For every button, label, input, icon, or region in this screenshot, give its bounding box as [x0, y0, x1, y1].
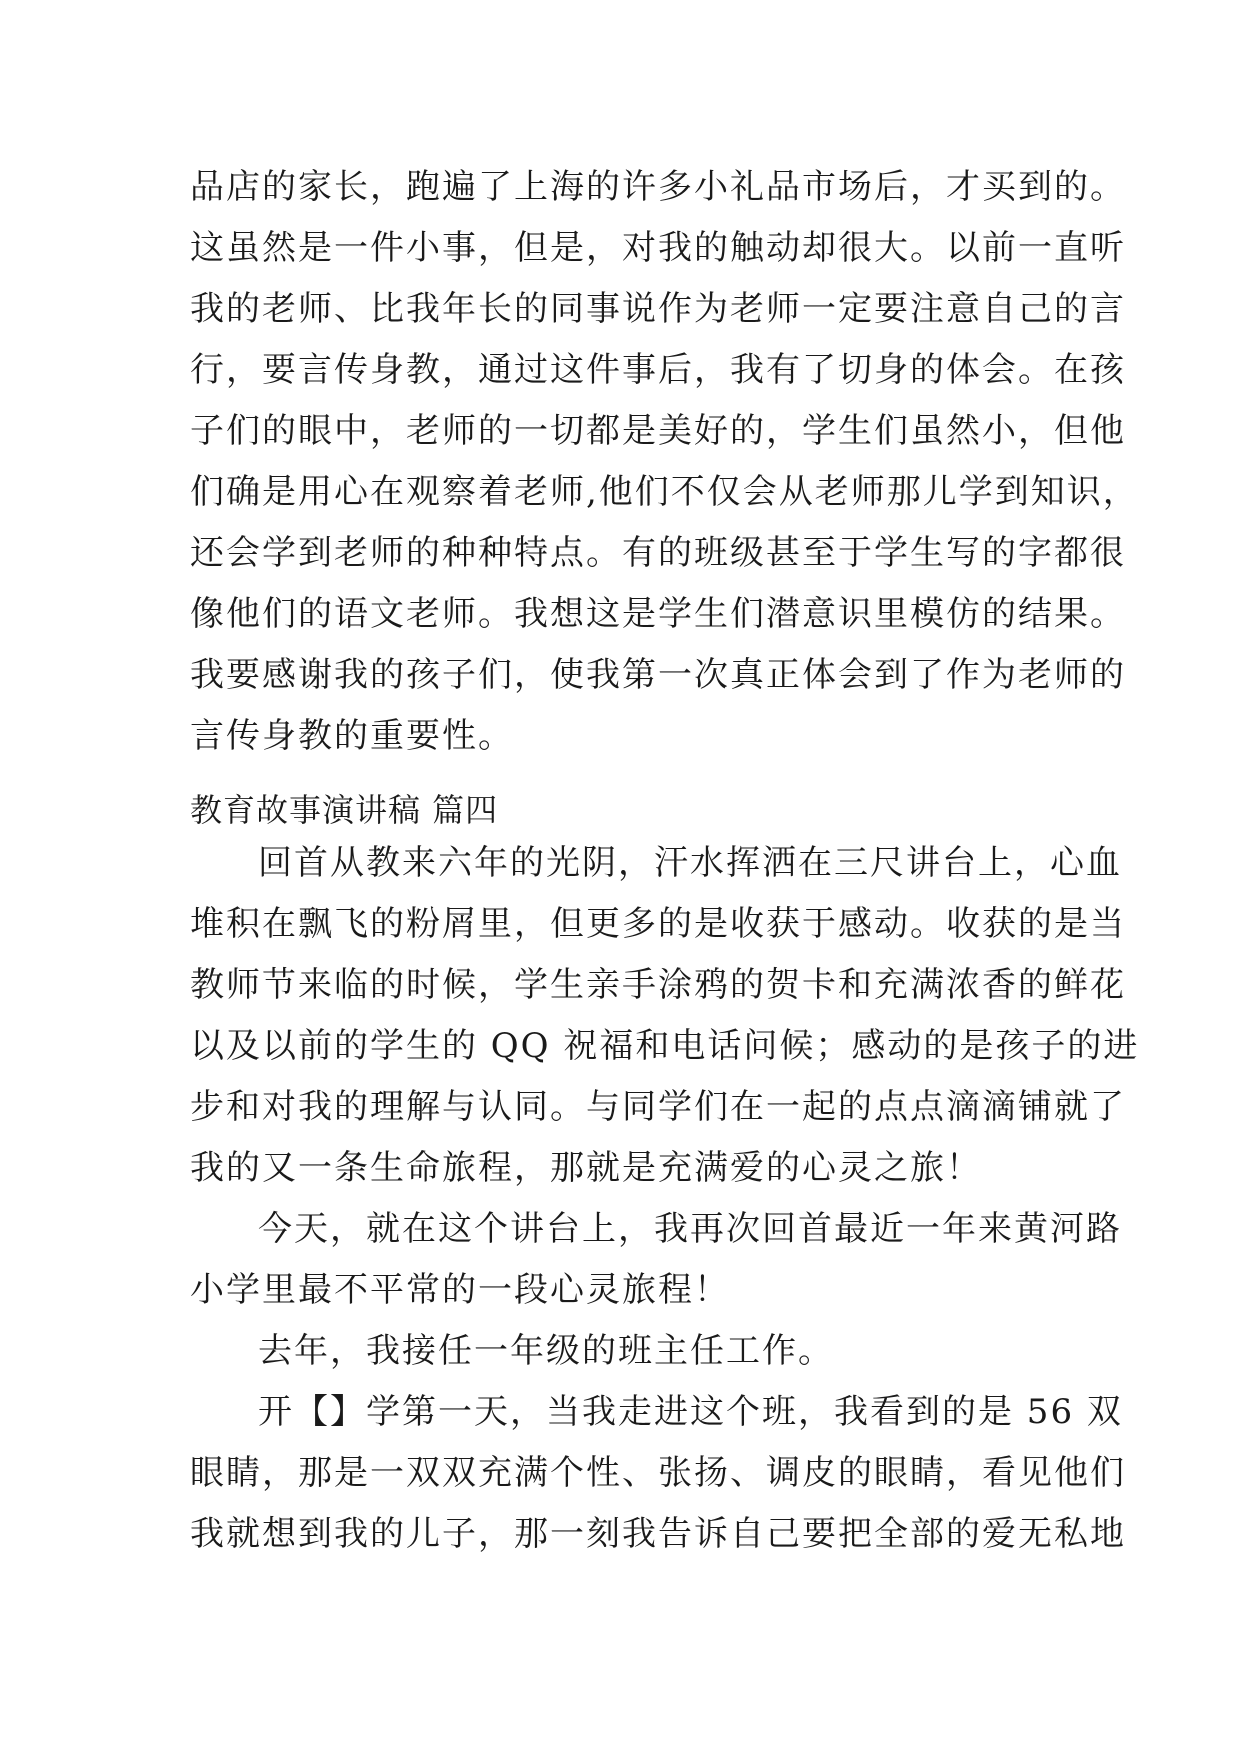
- text-line: 去年，我接任一年级的班主任工作。: [258, 1331, 834, 1371]
- text-line: 子们的眼中，老师的一切都是美好的，学生们虽然小，但他: [190, 411, 1126, 451]
- text-line: 品店的家长，跑遍了上海的许多小礼品市场后，才买到的。: [190, 167, 1126, 207]
- text-line: 我的又一条生命旅程，那就是充满爱的心灵之旅！: [190, 1148, 982, 1188]
- continued-paragraph: [190, 157, 1139, 767]
- text-line: 这虽然是一件小事，但是，对我的触动却很大。以前一直听: [190, 228, 1126, 268]
- text-line: 还会学到老师的种种特点。有的班级甚至于学生写的字都很: [190, 533, 1126, 573]
- text-line: 今天，就在这个讲台上，我再次回首最近一年来黄河路: [258, 1209, 1122, 1249]
- text-line: 我的老师、比我年长的同事说作为老师一定要注意自己的言: [190, 289, 1126, 329]
- text-line: 教师节来临的时候，学生亲手涂鸦的贺卡和充满浓香的鲜花: [190, 965, 1126, 1005]
- text-line: 眼睛，那是一双双充满个性、张扬、调皮的眼睛，看见他们: [190, 1453, 1126, 1493]
- text-line: 以及以前的学生的 QQ 祝福和电话问候；感动的是孩子的进: [190, 1026, 1140, 1066]
- section-heading: 教育故事演讲稿 篇四: [190, 791, 499, 829]
- section-body: [190, 833, 1140, 1565]
- text-line: 行，要言传身教，通过这件事后，我有了切身的体会。在孩: [190, 350, 1126, 390]
- text-line: 像他们的语文老师。我想这是学生们潜意识里模仿的结果。: [190, 594, 1126, 634]
- text-line: 我就想到我的儿子，那一刻我告诉自己要把全部的爱无私地: [190, 1514, 1126, 1554]
- text-line: 开【】学第一天，当我走进这个班，我看到的是 56 双: [258, 1392, 1123, 1432]
- text-line: 回首从教来六年的光阴，汗水挥洒在三尺讲台上，心血: [258, 843, 1122, 883]
- text-line: 小学里最不平常的一段心灵旅程！: [190, 1270, 730, 1310]
- text-line: 堆积在飘飞的粉屑里，但更多的是收获于感动。收获的是当: [190, 904, 1126, 944]
- text-line: 言传身教的重要性。: [190, 716, 514, 756]
- text-line: 我要感谢我的孩子们，使我第一次真正体会到了作为老师的: [190, 655, 1126, 695]
- text-line: 们确是用心在观察着老师,他们不仅会从老师那儿学到知识，: [190, 472, 1139, 512]
- text-line: 步和对我的理解与认同。与同学们在一起的点点滴滴铺就了: [190, 1087, 1126, 1127]
